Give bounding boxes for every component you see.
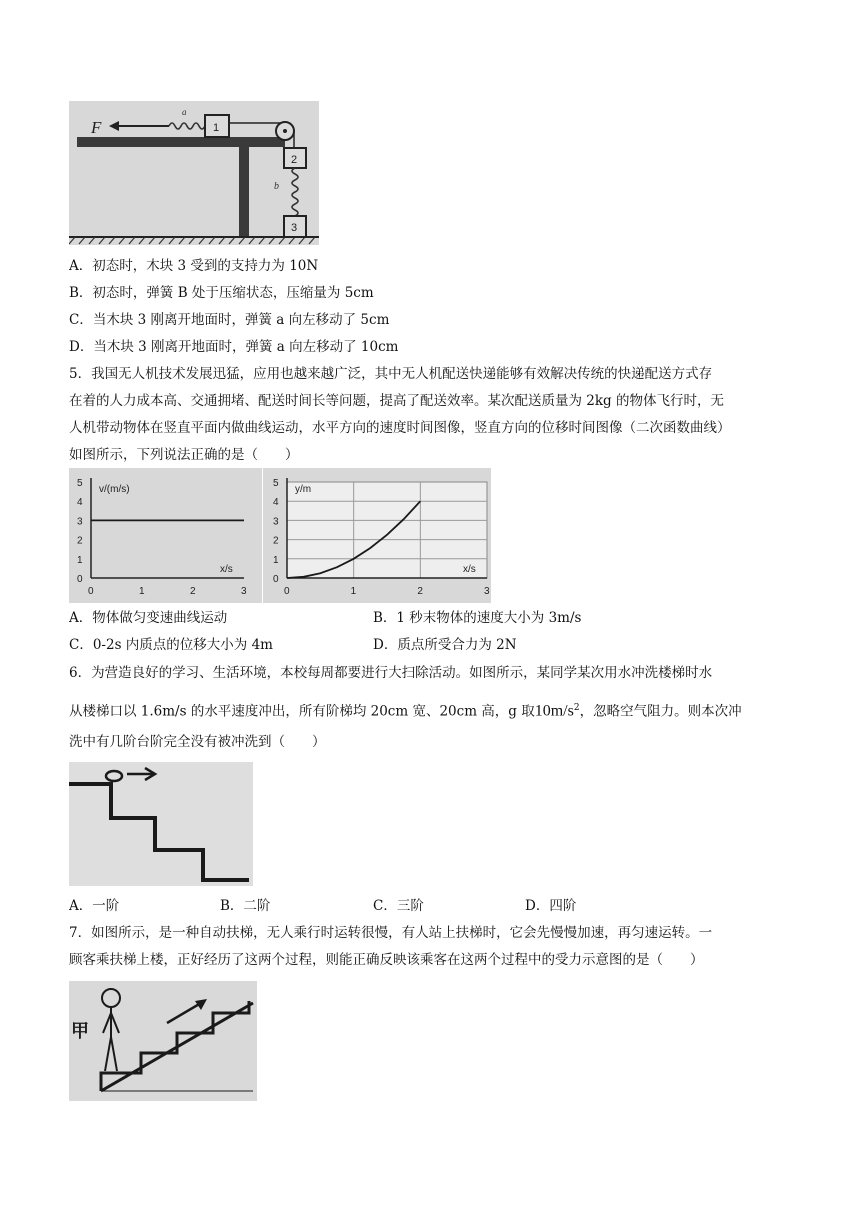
q6-option-b: B．二阶 [220,898,271,914]
q7-stem-line-1: 7．如图所示，是一种自动扶梯，无人乘行时运转很慢，有人站上扶梯时，它会先慢慢加速，再匀速运转。一 [69,925,713,941]
water-outlet [106,771,122,781]
x-tick-label: 3 [241,586,247,597]
stair-outline [69,784,249,880]
table-leg [239,147,249,237]
x-tick-label: 1 [139,586,145,597]
x-tick-label: 1 [350,586,357,597]
y-tick-label: 0 [273,574,279,585]
y-tick-label: 0 [77,574,83,585]
velocity-time-chart [69,468,262,603]
y-tick-label: 3 [273,516,279,528]
spring-block-pulley-figure [69,101,319,245]
person-head [102,989,120,1007]
x-axis-label: x/s [463,564,476,575]
q6-stem-line-2-part-b: ，忽略空气阻力。则本次冲 [579,703,742,720]
chart-plot-area [287,482,487,578]
y-tick-label: 5 [77,478,83,489]
displacement-time-chart [263,468,491,603]
table-top [77,137,285,147]
y-axis-label: y/m [295,484,312,495]
block-3-label: 3 [291,222,298,234]
q6-option-a: A．一阶 [69,898,120,914]
y-axis-label: v/(m/s) [99,484,130,495]
spring-b-label: b [274,181,279,192]
y-tick-label: 4 [273,497,279,509]
escalator-figure [69,981,257,1101]
x-axis-label: x/s [220,564,233,575]
q4-option-a: A．初态时，木块 3 受到的支持力为 10N [69,258,319,274]
q4-option-b: B．初态时，弹簧 B 处于压缩状态，压缩量为 5cm [69,285,374,301]
x-tick-label: 2 [417,586,423,597]
q6-stem-line-1: 6．为营造良好的学习、生活环境，本校每周都要进行大扫除活动。如图所示，某同学某次用水冲洗楼梯时水 [69,665,713,681]
spring-b [292,168,298,216]
g-value: 10m/s [534,702,574,720]
y-tick-label: 1 [273,554,279,566]
q6-stem-line-2-part-a: 从楼梯口以 1.6m/s 的水平速度冲出，所有阶梯均 20cm 宽、20cm 高，g 取 [69,703,535,720]
q5-stem-line-1: 5．我国无人机技术发展迅猛，应用也越来越广泛，其中无人机配送快递能够有效解决传统的快递配送方式存 [69,366,713,382]
y-tick-label: 1 [77,554,83,566]
y-tick-label: 3 [77,516,83,528]
q6-option-c: C．三阶 [373,898,424,914]
q5-option-b: B．1 秒末物体的速度大小为 3m/s [373,610,582,626]
y-tick-label: 2 [77,535,83,547]
q5-option-c: C．0-2s 内质点的位移大小为 4m [69,637,273,653]
stairs-figure [69,762,253,886]
block-1-label: 1 [213,122,220,134]
q5-option-d: D．质点所受合力为 2N [373,637,517,653]
q6-option-d: D．四阶 [525,898,577,914]
x-tick-label: 2 [190,586,196,597]
figure-label-jia: 甲 [71,1021,89,1042]
force-label: F [91,118,102,137]
q4-option-c: C．当木块 3 刚离开地面时，弹簧 a 向左移动了 5cm [69,312,390,328]
q6-stem-line-2 [69,699,742,721]
x-tick-label: 0 [88,586,94,597]
q5-stem-line-2: 在着的人力成本高、交通拥堵、配送时间长等问题，提高了配送效率。某次配送质量为 2kg 的物体飞行时，无 [69,393,724,409]
y-tick-label: 4 [77,497,83,509]
spring-a-label: a [182,107,187,117]
x-tick-label: 0 [284,586,290,597]
q5-option-a: A．物体做匀变速曲线运动 [69,610,228,626]
y-tick-label: 5 [273,478,279,489]
q7-stem-line-2: 顾客乘扶梯上楼，正好经历了这两个过程，则能正确反映该乘客在这两个过程中的受力示意图的是（ ） [69,952,704,968]
q6-stem-line-3: 洗中有几阶台阶完全没有被冲洗到（ ） [69,734,326,750]
y-tick-label: 2 [273,535,279,547]
q5-stem-line-3: 人机带动物体在竖直平面内做曲线运动，水平方向的速度时间图像，竖直方向的位移时间图像（二次函数曲线） [69,420,731,436]
g-exponent: 2 [573,703,580,713]
q5-stem-line-4: 如图所示，下列说法正确的是（ ） [69,447,299,463]
x-tick-label: 3 [484,586,490,597]
q4-option-d: D．当木块 3 刚离开地面时，弹簧 a 向左移动了 10cm [69,339,399,355]
block-2-label: 2 [291,154,298,166]
